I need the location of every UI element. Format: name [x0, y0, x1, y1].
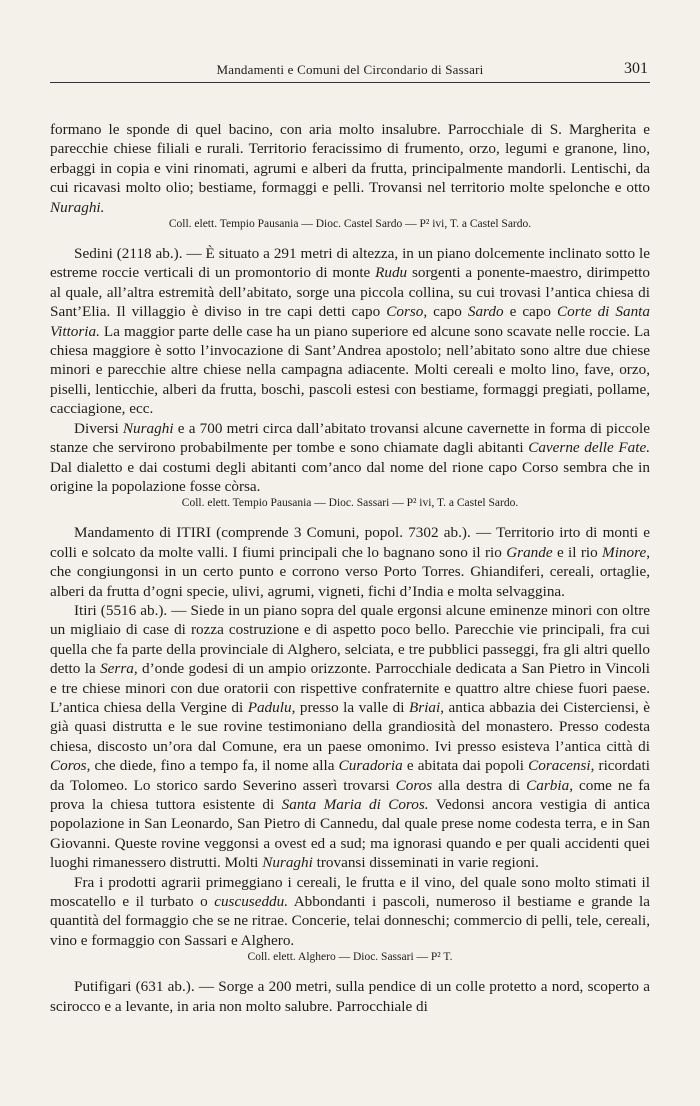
body-paragraph: Itiri (5516 ab.). — Siede in un piano sopra del quale ergonsi alcune eminenze minori con oltre un migliaio di case di rozza costruzione e di aspetto poco bello. Parecchie vie principali, fra cui quella che fa parte della provinciale di Alghero, selciata, e tre pubblici passeggi, fra gli altri quello detto la Serra, d’onde godesi di un ampio orizzonte. Parrocchiale dedicata a San Pietro in Vincoli e tre chiese minori con due oratorii con rispettive confraternite e quattro altre chiese fuori paese. L’antica chiesa della Vergine di Padulu, presso la valle di Briai, antica abbazia dei Cisterciensi, è già quasi distrutta e le sue rovine testimoniano della grandiosità del monastero. Presso codesta chiesa, discosto un’ora dal Comune, era un paese omonimo. Ivi presso esisteva l’antica città di Coros, che diede, fino a tempo fa, il nome alla Curadoria e abitata dai popoli Coracensi, ricordati da Tolomeo. Lo storico sardo Severino asserì trovarsi Coros alla destra di Carbia, come ne fa prova la chiesa tuttora esistente di Santa Maria di Coros. Vedonsi ancora vestigia di antica popolazione in San Leonardo, San Pietro di Cannedu, dal quale prese nome codesta terra, e in San Giovanni. Queste rovine veggonsi a ovest ed a sud; ma ignorasi quando e per quali accidenti quei luoghi rimanessero distrutti. Molti Nuraghi trovansi disseminati in varie regioni. — [50, 601, 651, 872]
citation-line: Coll. elett. Tempio Pausania — Dioc. Sassari — P² ivi, T. a Castel Sardo. — [181, 497, 519, 510]
body-paragraph: Diversi Nuraghi e a 700 metri circa dall’abitato trovansi alcune cavernette in forma di piccole stanze che servirono probabilmente per tombe e sono chiamate dagli abitanti Caverne delle Fate. Dal dialetto e dai costumi degli abitanti com’anco dal nome del rione capo Corso sembra che in origine la popolazione fosse còrsa. — [50, 419, 650, 495]
body-paragraph: formano le sponde di quel bacino, con aria molto insalubre. Parrocchiale di S. Margherita e parecchie chiese filiali e rurali. Territorio feracissimo di frumento, orzo, legumi e granone, lino, erbaggi in copia e vini rinomati, agrumi e alberi da frutta, principalmente mandorli. Lentischi, da cui ricavasi molto olio; bestiame, formaggi e pelli. Trovansi nel territorio molte spelonche e otto Nuraghi. — [50, 121, 650, 216]
page-number: 301 — [624, 60, 648, 77]
body-paragraph: Fra i prodotti agrarii primeggiano i cereali, le frutta e il vino, del quale sono molto stimati il moscatello e il turbato o cuscuseddu. Abbondanti i pascoli, numeroso il bestiame e grande la quantità del formaggio che se ne ritrae. Concerie, telai donneschi; commercio di pelli, tele, cereali, vino e formaggio con Sassari e Alghero. — [50, 873, 650, 949]
page-body — [50, 120, 650, 1016]
body-paragraph: Sedini (2118 ab.). — È situato a 291 metri di altezza, in un piano dolcemente inclinato sotto le estreme roccie verticali di un promontorio di monte Rudu sorgenti a ponente-maestro, dirimpetto al quale, all’altra estremità dell’abitato, sorge una piccola collina, su cui trovasi l’antica chiesa di Sant’Elia. Il villaggio è diviso in tre capi detti capo Corso, capo Sardo e capo Corte di Santa Vittoria. La maggior parte delle case ha un piano superiore ed alcune sono scavate nelle roccie. La chiesa maggiore è sotto l’invocazione di Sant’Andrea apostolo; nell’abitato sono altre due chiese minori e parecchie altre chiese nella campagna adiacente. Molti cereali e molto lino, fave, orzo, piselli, lenticchie, alberi da frutta, boschi, pascoli estesi con bestiame, formaggi pregiati, pollame, cacciagione, ecc. — [50, 245, 650, 418]
body-paragraph: Mandamento di ITIRI (comprende 3 Comuni, popol. 7302 ab.). — Territorio irto di monti e colli e solcato da molte valli. I fiumi principali che lo bagnano sono il rio Grande e il rio Minore, che congiungonsi in un certo punto e corrono verso Porto Torres. Ghiandiferi, cereali, ortaglie, alberi da frutta d’ogni specie, ulivi, agrumi, vigneti, fichi d’India e molta selvaggina. — [50, 524, 650, 600]
citation-line: Coll. elett. Tempio Pausania — Dioc. Castel Sardo — P² ivi, T. a Castel Sardo. — [168, 218, 532, 231]
running-header — [50, 58, 650, 83]
body-paragraph: Putifigari (631 ab.). — Sorge a 200 metri, sulla pendice di un colle protetto a nord, scoperto a scirocco e a levante, in aria non molto salubre. Parrocchiale di — [50, 978, 650, 1015]
citation-line: Coll. elett. Alghero — Dioc. Sassari — P² T. — [247, 951, 453, 964]
header-title: Mandamenti e Comuni del Circondario di Sassari — [216, 62, 484, 77]
